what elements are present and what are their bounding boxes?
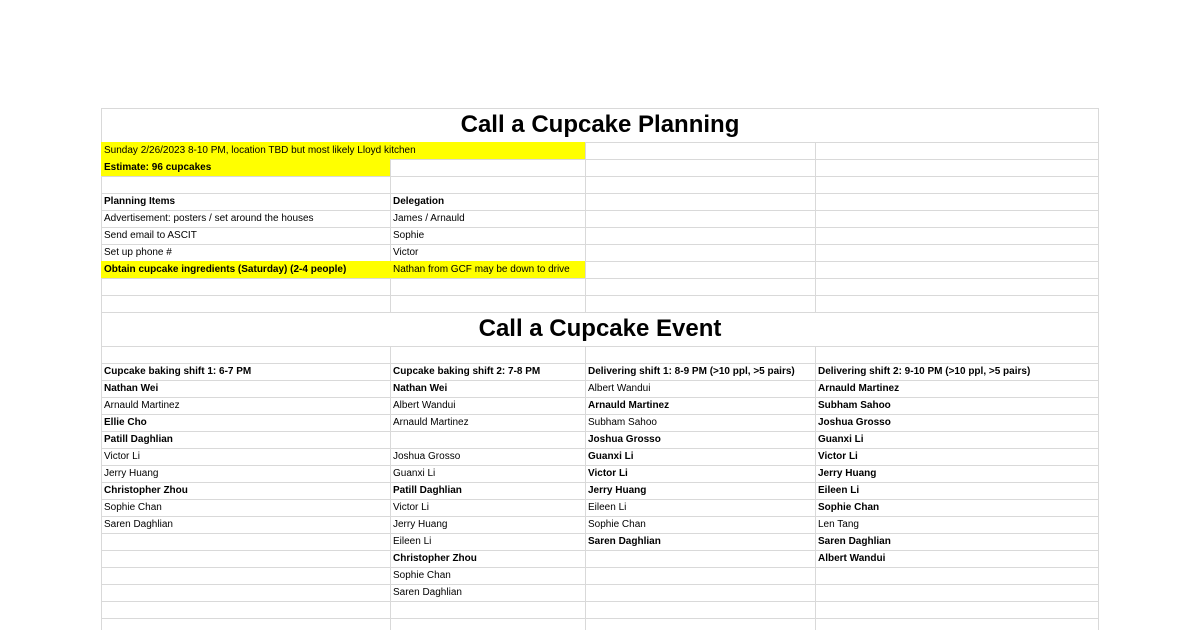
volunteer-cell: Subham Sahoo [588, 417, 657, 428]
volunteer-cell: Joshua Grosso [393, 451, 461, 462]
row-gridline [101, 312, 1099, 313]
volunteer-cell: Christopher Zhou [104, 485, 188, 496]
row-gridline [101, 346, 1099, 347]
delegation-header: Delegation [393, 196, 445, 207]
volunteer-cell: Albert Wandui [588, 383, 651, 394]
volunteer-cell [815, 567, 1099, 584]
planning-title: Call a Cupcake Planning [460, 111, 740, 138]
shift-header: Delivering shift 2: 9-10 PM (>10 ppl, >5 pairs) [818, 366, 1031, 377]
volunteer-cell: Guanxi Li [818, 434, 864, 445]
volunteer-cell: Subham Sahoo [818, 400, 891, 411]
row-gridline [101, 176, 1099, 177]
volunteer-cell [815, 584, 1099, 601]
volunteer-cell: Eileen Li [393, 536, 432, 547]
planning-delegate: Sophie [393, 230, 425, 241]
planning-item: Obtain cupcake ingredients (Saturday) (2-4 people) [104, 264, 347, 275]
planning-delegate: Victor [393, 247, 419, 258]
volunteer-cell: Saren Daghlian [393, 587, 462, 598]
event-title: Call a Cupcake Event [478, 315, 722, 342]
volunteer-cell: Arnauld Martinez [104, 400, 180, 411]
shift-header: Cupcake baking shift 2: 7-8 PM [393, 366, 541, 377]
volunteer-cell: Nathan Wei [393, 383, 448, 394]
volunteer-cell: Joshua Grosso [818, 417, 891, 428]
volunteer-cell: Jerry Huang [818, 468, 877, 479]
volunteer-cell: Eileen Li [588, 502, 627, 513]
volunteer-cell: Victor Li [104, 451, 140, 462]
shift-header: Delivering shift 1: 8-9 PM (>10 ppl, >5 pairs) [588, 366, 795, 377]
volunteer-cell: Arnauld Martinez [393, 417, 469, 428]
planning-item: Set up phone # [104, 247, 172, 258]
volunteer-cell: Saren Daghlian [588, 536, 661, 547]
volunteer-cell: Guanxi Li [588, 451, 634, 462]
volunteer-cell [585, 584, 815, 601]
volunteer-cell: Albert Wandui [393, 400, 456, 411]
volunteer-cell: Patill Daghlian [104, 434, 173, 445]
planning-delegate: Nathan from GCF may be down to drive [393, 264, 570, 275]
volunteer-cell [101, 567, 390, 584]
volunteer-cell: Ellie Cho [104, 417, 147, 428]
volunteer-cell: Sophie Chan [104, 502, 162, 513]
planning-info: Sunday 2/26/2023 8-10 PM, location TBD but most likely Lloyd kitchen [104, 145, 416, 156]
planning-delegate: James / Arnauld [393, 213, 465, 224]
row-gridline [101, 108, 1099, 109]
volunteer-cell: Eileen Li [818, 485, 860, 496]
volunteer-cell [101, 584, 390, 601]
volunteer-cell: Len Tang [818, 519, 859, 530]
volunteer-cell [585, 567, 815, 584]
spreadsheet [101, 108, 1099, 630]
column-gridline [815, 142, 816, 312]
volunteer-cell [390, 431, 585, 448]
row-gridline [101, 618, 1099, 619]
volunteer-cell [101, 533, 390, 550]
planning-items-header: Planning Items [104, 196, 176, 207]
volunteer-cell: Christopher Zhou [393, 553, 477, 564]
volunteer-cell: Sophie Chan [588, 519, 646, 530]
volunteer-cell: Nathan Wei [104, 383, 159, 394]
volunteer-cell: Guanxi Li [393, 468, 436, 479]
planning-estimate: Estimate: 96 cupcakes [104, 162, 212, 173]
row-gridline [101, 278, 1099, 279]
volunteer-cell: Patill Daghlian [393, 485, 462, 496]
column-gridline [585, 142, 586, 312]
volunteer-cell: Arnauld Martinez [588, 400, 670, 411]
volunteer-cell: Victor Li [393, 502, 429, 513]
planning-item: Advertisement: posters / set around the houses [104, 213, 314, 224]
volunteer-cell [585, 550, 815, 567]
row-gridline [101, 295, 1099, 296]
row-gridline [101, 601, 1099, 602]
volunteer-cell: Jerry Huang [104, 468, 159, 479]
volunteer-cell: Jerry Huang [393, 519, 448, 530]
volunteer-cell: Arnauld Martinez [818, 383, 900, 394]
planning-item: Send email to ASCIT [104, 230, 197, 241]
volunteer-cell: Sophie Chan [818, 502, 880, 513]
volunteer-cell: Victor Li [588, 468, 628, 479]
volunteer-cell: Albert Wandui [818, 553, 886, 564]
volunteer-cell: Jerry Huang [588, 485, 647, 496]
volunteer-cell: Sophie Chan [393, 570, 451, 581]
volunteer-cell: Victor Li [818, 451, 858, 462]
volunteer-cell: Saren Daghlian [104, 519, 173, 530]
volunteer-cell [101, 550, 390, 567]
volunteer-cell: Joshua Grosso [588, 434, 661, 445]
volunteer-cell: Saren Daghlian [818, 536, 891, 547]
shift-header: Cupcake baking shift 1: 6-7 PM [104, 366, 252, 377]
